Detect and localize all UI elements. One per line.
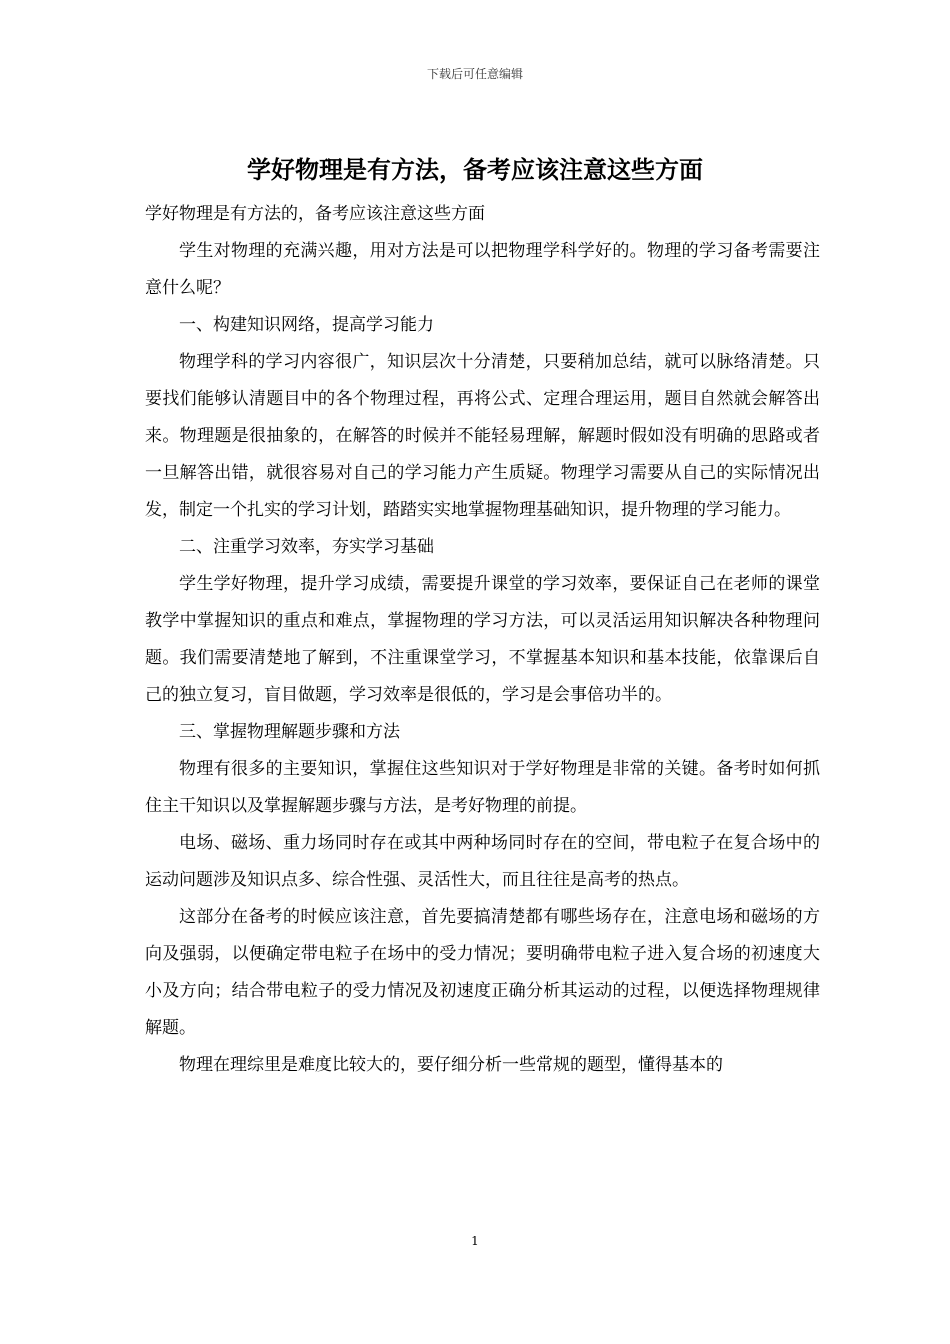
body-paragraph: 物理学科的学习内容很广，知识层次十分清楚，只要稍加总结，就可以脉络清楚。只要找们能够认清题目中的各个物理过程，再将公式、定理合理运用，题目自然就会解答出来。物理题是很抽象的，在解答的时候并不能轻易理解，解题时假如没有明确的思路或者一旦解答出错，就很容易对自己的学习能力产生质疑。物理学习需要从自己的实际情况出发，制定一个扎实的学习计划，踏踏实实地掌握物理基础知识，提升物理的学习能力。 — [145, 352, 820, 520]
document-body — [145, 196, 820, 1084]
page-number: 1 — [471, 1234, 479, 1248]
body-paragraph: 物理在理综里是难度比较大的，要仔细分析一些常规的题型，懂得基本的 — [179, 1055, 723, 1075]
intro-paragraph: 学生对物理的充满兴趣，用对方法是可以把物理学科学好的。物理的学习备考需要注意什么呢？ — [145, 241, 820, 298]
body-paragraph: 物理有很多的主要知识，掌握住这些知识对于学好物理是非常的关键。备考时如何抓住主干知识以及掌握解题步骤与方法，是考好物理的前提。 — [145, 759, 820, 816]
subtitle-paragraph: 学好物理是有方法的，备考应该注意这些方面 — [145, 204, 485, 224]
header-note: 下载后可任意编辑 — [426, 67, 523, 81]
section-heading-2: 二、注重学习效率，夯实学习基础 — [179, 537, 434, 557]
section-heading-1: 一、构建知识网络，提高学习能力 — [179, 315, 434, 335]
body-paragraph: 电场、磁场、重力场同时存在或其中两种场同时存在的空间，带电粒子在复合场中的运动问题涉及知识点多、综合性强、灵活性大，而且往往是高考的热点。 — [145, 833, 820, 890]
body-paragraph: 学生学好物理，提升学习成绩，需要提升课堂的学习效率，要保证自己在老师的课堂教学中掌握知识的重点和难点，掌握物理的学习方法，可以灵活运用知识解决各种物理问题。我们需要清楚地了解到，不注重课堂学习，不掌握基本知识和基本技能，依靠课后自己的独立复习，盲目做题，学习效率是很低的，学习是会事倍功半的。 — [145, 574, 820, 705]
document-title: 学好物理是有方法，备考应该注意这些方面 — [247, 155, 703, 184]
section-heading-3: 三、掌握物理解题步骤和方法 — [179, 722, 400, 742]
body-paragraph: 这部分在备考的时候应该注意，首先要搞清楚都有哪些场存在，注意电场和磁场的方向及强弱，以便确定带电粒子在场中的受力情况；要明确带电粒子进入复合场的初速度大小及方向；结合带电粒子的受力情况及初速度正确分析其运动的过程，以便选择物理规律解题。 — [145, 907, 820, 1038]
